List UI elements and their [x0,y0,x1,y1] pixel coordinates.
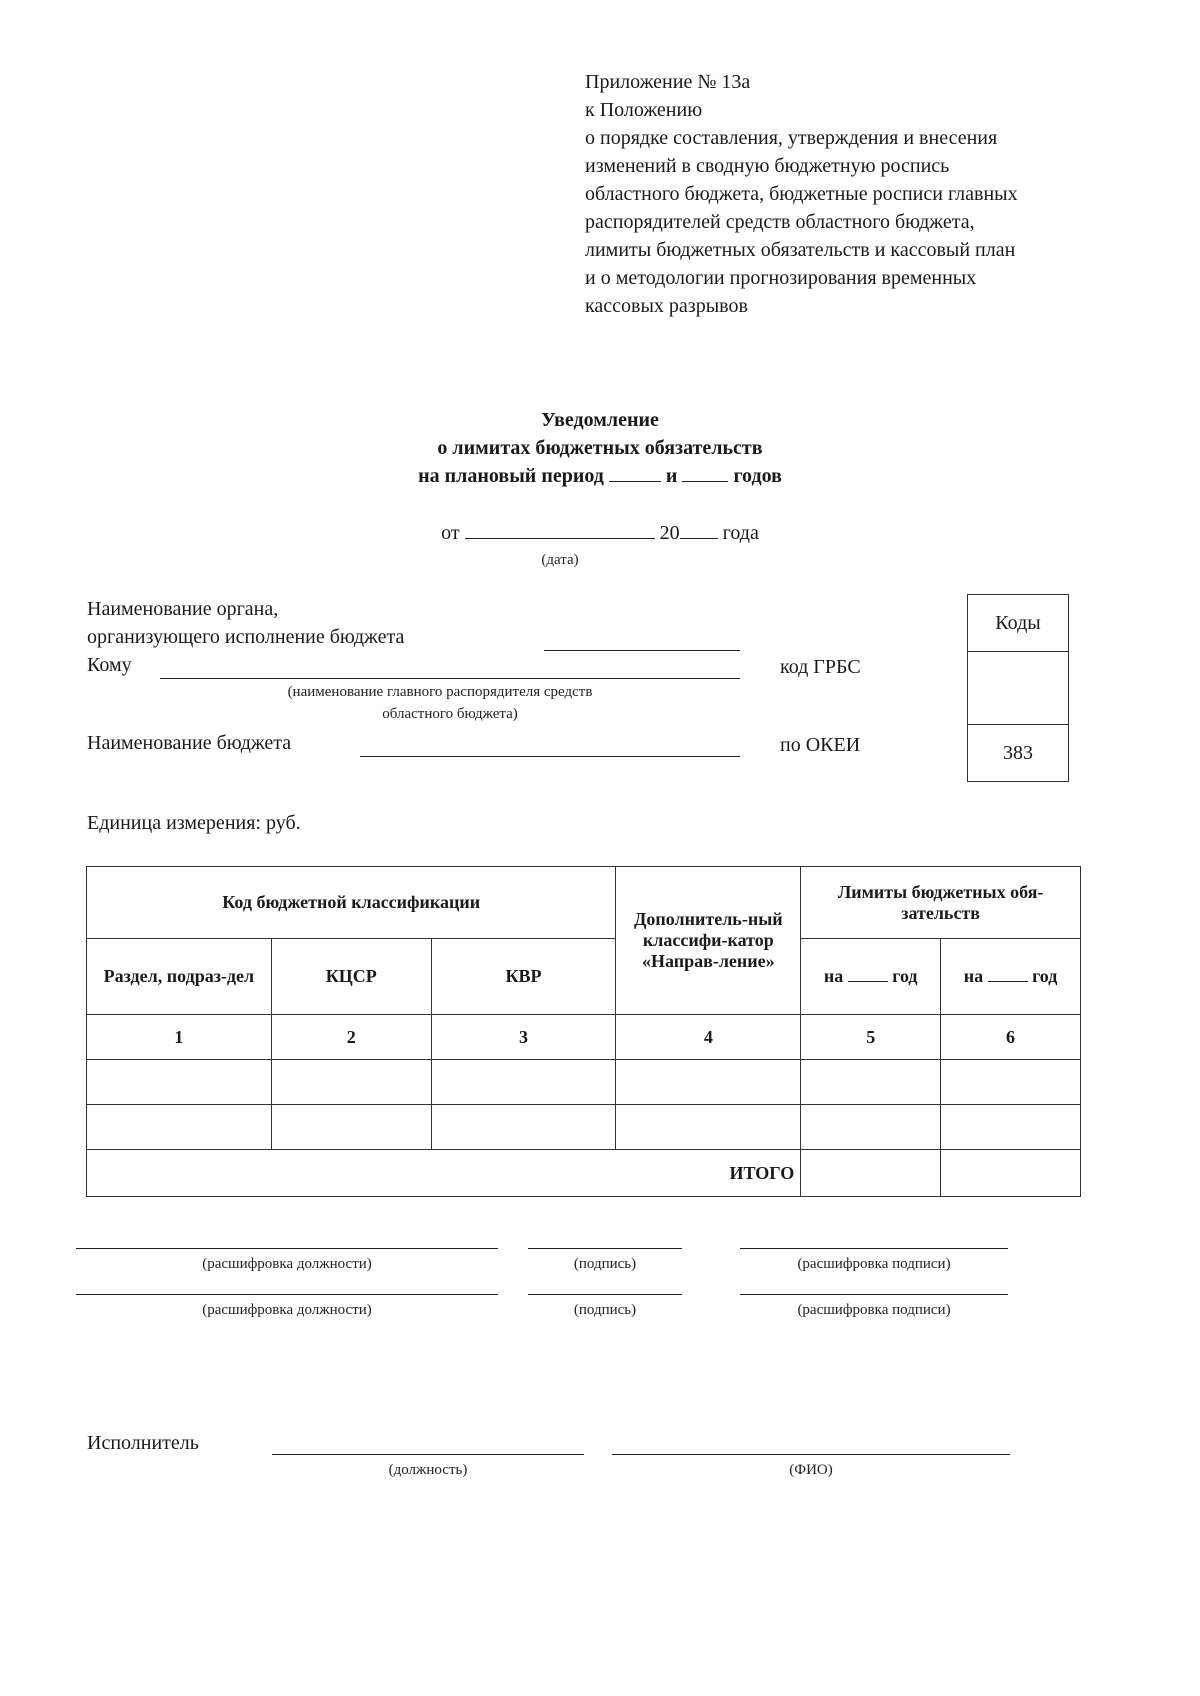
column-number: 5 [801,1015,941,1060]
decode-caption-2: (расшифровка подписи) [797,1302,951,1318]
budget-field[interactable] [360,756,740,757]
decode-line-1[interactable] [740,1248,1008,1249]
organ-field[interactable] [544,650,740,651]
appendix-line: к Положению [585,99,703,121]
column-number: 2 [271,1015,431,1060]
decode-line-2[interactable] [740,1294,1008,1295]
column-number: 3 [431,1015,616,1060]
header-kcsr: КЦСР [271,939,431,1015]
signature-line-1[interactable] [528,1248,682,1249]
position-line-2[interactable] [76,1294,498,1295]
total-row [87,1150,1081,1197]
appendix-line: лимиты бюджетных обязательств и кассовый план [585,239,1016,261]
appendix-line: областного бюджета, бюджетные росписи главных [585,183,1018,205]
table-cell[interactable] [431,1060,616,1105]
title-years-label: годов [733,465,782,487]
table-cell[interactable] [616,1105,801,1150]
to-label: Кому [87,654,132,676]
header-year-1-field[interactable] [848,967,888,982]
date-suffix: года [722,522,759,544]
title-and: и [665,465,678,487]
signature-caption-2: (подпись) [573,1302,637,1318]
header-year-2 [941,939,1081,1015]
table-cell[interactable] [801,1105,941,1150]
column-number: 6 [941,1015,1081,1060]
title-line-3 [0,462,1200,490]
date-row [0,520,1200,545]
header-year-2-field[interactable] [988,967,1028,982]
organ-label-1: Наименование органа, [87,598,279,620]
table-cell[interactable] [271,1060,431,1105]
header-kvr: КВР [431,939,616,1015]
okei-code-cell[interactable]: 383 [1003,741,1033,764]
organ-label-2: организующего исполнение бюджета [87,626,405,648]
appendix-line: изменений в сводную бюджетную роспись [585,155,950,177]
table-cell[interactable] [941,1060,1081,1105]
grbs-label: код ГРБС [780,656,861,678]
title-line-2: о лимитах бюджетных обязательств [437,437,763,459]
date-year-prefix: 20 [659,522,680,544]
total-cell[interactable] [941,1150,1081,1197]
codes-box [967,594,1069,782]
header-year-1-suffix: год [892,966,918,986]
appendix-line: кассовых разрывов [585,295,748,317]
table-cell[interactable] [616,1060,801,1105]
appendix-line: и о методологии прогнозирования временных [585,267,977,289]
period-year-2-field[interactable] [682,463,728,482]
table-cell[interactable] [801,1060,941,1105]
okei-label: по ОКЕИ [780,734,861,756]
title-period-label: на плановый период [418,465,604,487]
title-line-1: Уведомление [541,409,659,431]
position-caption-1: (расшифровка должности) [202,1256,372,1272]
executor-position-caption: (должность) [388,1462,468,1478]
unit-label: Единица измерения: руб. [87,812,301,834]
to-field[interactable] [160,678,740,679]
total-label: ИТОГО [87,1150,801,1197]
date-year-field[interactable] [680,520,718,539]
header-year-2-prefix: на [963,966,984,986]
column-number: 4 [616,1015,801,1060]
column-numbers-row [87,1015,1081,1060]
date-field[interactable] [465,520,655,539]
document-title [0,406,1200,490]
executor-position-line[interactable] [272,1454,584,1455]
table-cell[interactable] [87,1060,272,1105]
signature-line-2[interactable] [528,1294,682,1295]
total-cell[interactable] [801,1150,941,1197]
table-cell[interactable] [941,1105,1081,1150]
header-additional-classifier: Дополнитель-ный классифи-катор «Направ-ление» [616,867,801,1015]
header-limits: Лимиты бюджетных обя-зательств [801,867,1081,939]
period-year-1-field[interactable] [609,463,661,482]
appendix-line: о порядке составления, утверждения и внесения [585,127,998,149]
position-caption-2: (расшифровка должности) [202,1302,372,1318]
date-caption: (дата) [541,552,579,568]
to-caption-1: (наименование главного распорядителя средств [287,684,593,700]
limits-table [86,866,1081,1197]
table-cell[interactable] [87,1105,272,1150]
header-year-1 [801,939,941,1015]
table-cell[interactable] [271,1105,431,1150]
header-budget-classification: Код бюджетной классификации [87,867,616,939]
decode-caption-1: (расшифровка подписи) [797,1256,951,1272]
column-number: 1 [87,1015,272,1060]
table-row [87,1105,1081,1150]
table-row [87,1060,1081,1105]
header-year-2-suffix: год [1032,966,1058,986]
table-cell[interactable] [431,1105,616,1150]
codes-header: Коды [968,595,1068,652]
executor-name-caption: (ФИО) [789,1462,833,1478]
position-line-1[interactable] [76,1248,498,1249]
budget-label: Наименование бюджета [87,732,292,754]
appendix-header [585,68,1145,320]
header-section: Раздел, подраз-дел [87,939,272,1015]
date-prefix: от [441,522,460,544]
appendix-line: распорядителей средств областного бюджета, [585,211,975,233]
signature-caption-1: (подпись) [573,1256,637,1272]
executor-name-line[interactable] [612,1454,1010,1455]
executor-label: Исполнитель [87,1432,199,1454]
header-year-1-prefix: на [823,966,844,986]
grbs-code-cell[interactable] [968,652,1068,725]
appendix-line: Приложение № 13а [585,71,751,93]
to-caption-2: областного бюджета) [382,706,518,722]
